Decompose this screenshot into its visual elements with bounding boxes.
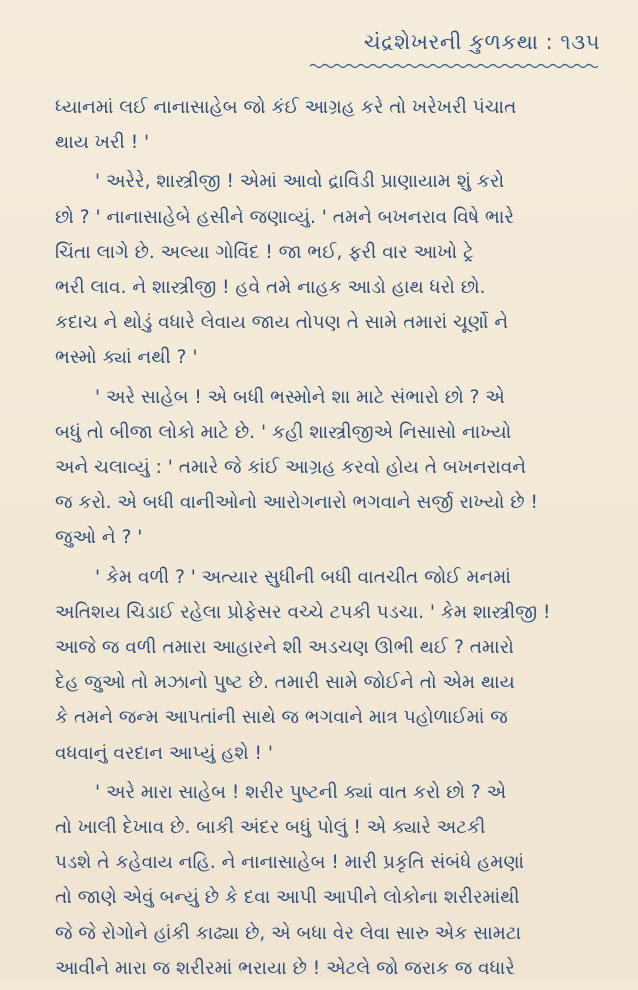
- text-line: અતિશય ચિડાઈ રહેલા પ્રોફેસર વચ્ચે ટપકી પડચા. ' કેમ શાસ્ત્રીજી !: [55, 601, 551, 623]
- text-line: કદાચ ને થોડું વધારે લેવાય જાય તોપણ તે સામે તમારાં ચૂર્ણો ને: [55, 312, 509, 334]
- body-text: [55, 90, 603, 990]
- text-line: ' અરે મારા સાહેબ ! શરીર પુષ્ટની ક્યાં વાત કરો છો ? એ: [95, 781, 507, 803]
- text-line: ' અરે સાહેબ ! એ બધી ભસ્મોને શા માટે સંભારો છો ? એ: [95, 386, 505, 408]
- text-line: છો ? ' નાનાસાહેબે હસીને જણાવ્યું. ' તમને બખનરાવ વિષે ભારે: [55, 206, 514, 228]
- text-line: જે જે રોગોને હાંકી કાઢ્યા છે, એ બધા વેર લેવા સારુ એક સામટા: [55, 922, 522, 944]
- text-line: ભસ્મો ક્યાં નથી ? ': [55, 347, 198, 369]
- text-line: દેહ જુઓ તો મઝાનો પુષ્ટ છે. તમારી સામે જોઈને તો એમ થાય: [55, 672, 515, 694]
- text-line: થાય ખરી ! ': [55, 132, 150, 154]
- text-line: જ કરો. એ બધી વાનીઓનો આરોગનારો ભગવાને સર્જી રાખ્યો છે !: [55, 492, 538, 514]
- text-line: જુઓ ને ? ': [55, 527, 143, 549]
- text-line: આજે જ વળી તમારા આહારને શી અડચણ ઊભી થઈ ? તમારો: [55, 637, 514, 659]
- text-line: ધ્યાનમાં લઈ નાનાસાહેબ જો કંઈ આગ્રહ કરે તો ખરેખરી પંચાત: [55, 97, 517, 118]
- text-line: ' કેમ વળી ? ' અત્યાર સુધીની બધી વાતચીત જોઈ મનમાં: [95, 566, 511, 588]
- text-line: પડશે તે કહેવાય નહિ. ને નાનાસાહેબ ! મારી પ્રકૃતિ સંબંધે હમણાં: [55, 852, 525, 874]
- text-line: તો ખાલી દેખાવ છે. બાકી અંદર બધું પોલું ! એ ક્યારે અટકી: [55, 817, 486, 839]
- text-line: આવીને મારા જ શરીરમાં ભરાયા છે ! એટલે જો જરાક જ વધારે: [55, 957, 515, 979]
- text-line: વધવાનું વરદાન આપ્યું હશે ! ': [55, 742, 273, 764]
- text-line: ભરી લાવ. ને શાસ્ત્રીજી ! હવે તમે નાહક આડો હાથ ધરો છો.: [55, 277, 486, 299]
- paragraph: [55, 90, 603, 160]
- header-wavy-rule: [310, 63, 600, 69]
- text-line: તો જાણે એવું બન્યું છે કે દવા આપી આપીને લોકોના શરીરમાંથી: [55, 887, 520, 909]
- text-line: અને ચલાવ્યું : ' તમારે જે કાંઈ આગ્રહ કરવો હોય તે બખનરાવને: [55, 457, 527, 479]
- running-title: ચંદ્રશેખરની કુળકથા : ૧૩૫: [363, 30, 600, 54]
- text-line: કે તમને જન્મ આપતાંની સાથે જ ભગવાને માત્ર પહોળાઈમાં જ: [55, 707, 508, 729]
- paragraph: [55, 775, 603, 986]
- text-line: ' અરેરે, શાસ્ત્રીજી ! એમાં આવો દ્રાવિડી પ્રાણાયામ શું કરો: [95, 171, 505, 193]
- text-line: ચિંતા લાગે છે. અલ્યા ગોવિંદ ! જા ભઈ, ફરી વાર આખો ટ્રે: [55, 241, 474, 263]
- paragraph: [55, 164, 603, 375]
- text-line: બધું તો બીજા લોકો માટે છે. ' કહી શાસ્ત્રીજીએ નિસાસો નાખ્યો: [55, 421, 512, 443]
- page-header: [300, 30, 600, 70]
- paragraph: [55, 560, 603, 771]
- paragraph: [55, 380, 603, 556]
